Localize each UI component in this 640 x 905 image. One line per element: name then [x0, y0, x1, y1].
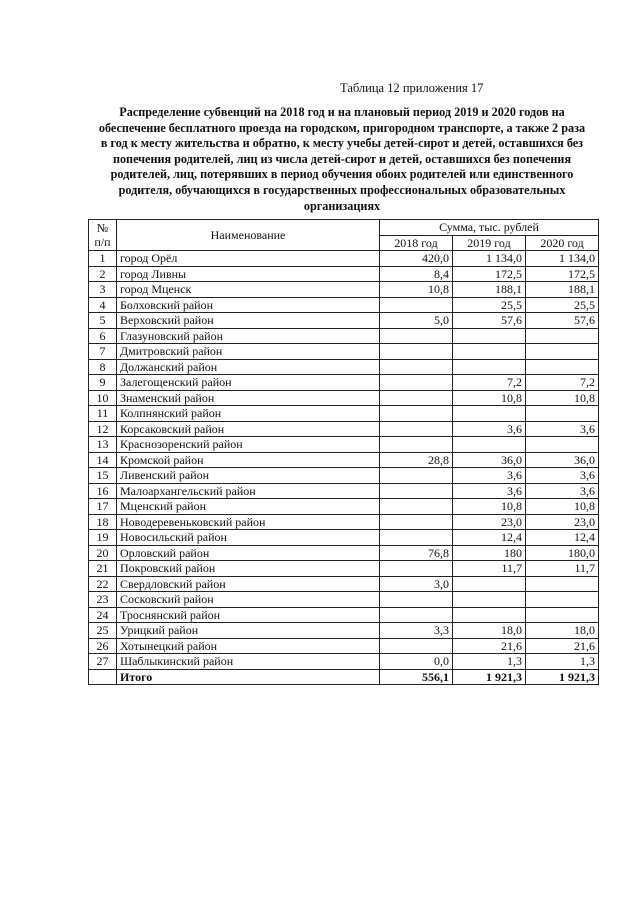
row-value-2018: [380, 390, 453, 406]
row-value-2018: [380, 297, 453, 313]
document-title: [86, 105, 598, 214]
row-value-2019: 11,7: [453, 561, 526, 577]
row-value-2020: [526, 576, 599, 592]
row-value-2018: 28,8: [380, 452, 453, 468]
row-number: 11: [89, 406, 117, 422]
row-value-2018: [380, 437, 453, 453]
table-row: [89, 266, 599, 282]
total-value-2020: 1 921,3: [526, 669, 599, 685]
title-line: Распределение субвенций на 2018 год и на плановый период 2019 и 2020 годов на: [119, 105, 565, 119]
row-number: 3: [89, 282, 117, 298]
row-value-2018: [380, 561, 453, 577]
title-line: родителя, обучающихся в государственных профессиональных образовательных: [118, 182, 566, 197]
column-header-number: [89, 220, 117, 251]
row-name: Корсаковский район: [117, 421, 380, 437]
row-name: Урицкий район: [117, 623, 380, 639]
table-reference: Таблица 12 приложения 17: [340, 81, 484, 95]
row-name: Глазуновский район: [117, 328, 380, 344]
row-value-2018: [380, 406, 453, 422]
row-value-2019: 18,0: [453, 623, 526, 639]
row-number: 4: [89, 297, 117, 313]
header-number-symbol: №: [96, 221, 109, 235]
row-number: 12: [89, 421, 117, 437]
row-number: 6: [89, 328, 117, 344]
column-header-2020: 2020 год: [526, 235, 599, 251]
row-value-2018: [380, 468, 453, 484]
row-name: Мценский район: [117, 499, 380, 515]
row-value-2020: 12,4: [526, 530, 599, 546]
table-row: [89, 313, 599, 329]
row-value-2020: 1,3: [526, 654, 599, 670]
row-value-2020: 10,8: [526, 499, 599, 515]
table-row: [89, 297, 599, 313]
row-number: 21: [89, 561, 117, 577]
row-value-2019: 1 134,0: [453, 251, 526, 267]
row-value-2019: [453, 576, 526, 592]
title-line: организациях: [303, 198, 381, 213]
table-row: [89, 576, 599, 592]
row-value-2019: 3,6: [453, 421, 526, 437]
row-name: город Орёл: [117, 251, 380, 267]
row-name: Верховский район: [117, 313, 380, 329]
row-name: Троснянский район: [117, 607, 380, 623]
row-number: 2: [89, 266, 117, 282]
row-number: 5: [89, 313, 117, 329]
row-value-2019: [453, 592, 526, 608]
table-row: [89, 359, 599, 375]
table-row: [89, 452, 599, 468]
row-value-2020: 25,5: [526, 297, 599, 313]
row-number: 25: [89, 623, 117, 639]
row-value-2020: 188,1: [526, 282, 599, 298]
row-value-2020: [526, 437, 599, 453]
row-value-2018: [380, 514, 453, 530]
row-value-2019: [453, 344, 526, 360]
row-value-2020: 57,6: [526, 313, 599, 329]
row-value-2020: 23,0: [526, 514, 599, 530]
row-value-2020: [526, 607, 599, 623]
row-name: город Ливны: [117, 266, 380, 282]
row-value-2018: 0,0: [380, 654, 453, 670]
row-name: город Мценск: [117, 282, 380, 298]
total-row: [89, 669, 599, 685]
row-value-2019: 57,6: [453, 313, 526, 329]
table-row: [89, 421, 599, 437]
total-value-2019: 1 921,3: [453, 669, 526, 685]
row-value-2020: 3,6: [526, 468, 599, 484]
row-number: 8: [89, 359, 117, 375]
row-number: 22: [89, 576, 117, 592]
table-row: [89, 406, 599, 422]
subsidy-table: [88, 219, 599, 685]
row-value-2020: 21,6: [526, 638, 599, 654]
row-number: 18: [89, 514, 117, 530]
row-value-2018: [380, 499, 453, 515]
row-value-2020: 10,8: [526, 390, 599, 406]
row-name: Малоархангельский район: [117, 483, 380, 499]
row-value-2018: 420,0: [380, 251, 453, 267]
row-number: 17: [89, 499, 117, 515]
row-value-2020: [526, 406, 599, 422]
row-name: Новосильский район: [117, 530, 380, 546]
row-value-2019: 12,4: [453, 530, 526, 546]
row-value-2020: 1 134,0: [526, 251, 599, 267]
row-value-2018: [380, 328, 453, 344]
row-name: Ливенский район: [117, 468, 380, 484]
row-number: 13: [89, 437, 117, 453]
row-name: Залегощенский район: [117, 375, 380, 391]
row-value-2020: [526, 359, 599, 375]
row-value-2020: 3,6: [526, 483, 599, 499]
table-row: [89, 514, 599, 530]
row-value-2019: 3,6: [453, 483, 526, 499]
row-name: Орловский район: [117, 545, 380, 561]
row-value-2018: [380, 607, 453, 623]
row-number: 9: [89, 375, 117, 391]
row-value-2020: [526, 328, 599, 344]
total-value-2018: 556,1: [380, 669, 453, 685]
table-row: [89, 282, 599, 298]
row-value-2018: [380, 592, 453, 608]
row-value-2018: [380, 375, 453, 391]
table-row: [89, 437, 599, 453]
table-row: [89, 530, 599, 546]
table-row: [89, 328, 599, 344]
total-number: [89, 669, 117, 685]
row-number: 14: [89, 452, 117, 468]
table-row: [89, 561, 599, 577]
row-value-2019: [453, 607, 526, 623]
row-value-2018: 8,4: [380, 266, 453, 282]
row-number: 1: [89, 251, 117, 267]
title-line: попечения родителей, лиц из числа детей-сирот и детей, оставшихся без попечения: [112, 151, 572, 166]
row-value-2020: 36,0: [526, 452, 599, 468]
row-value-2020: 18,0: [526, 623, 599, 639]
row-name: Новодеревеньковский район: [117, 514, 380, 530]
table-row: [89, 375, 599, 391]
row-number: 26: [89, 638, 117, 654]
row-number: 19: [89, 530, 117, 546]
table-body: [89, 251, 599, 685]
row-value-2018: 3,3: [380, 623, 453, 639]
row-value-2018: [380, 359, 453, 375]
row-name: Знаменский район: [117, 390, 380, 406]
title-line: в год к месту жительства и обратно, к месту учебы детей-сирот и детей, оставшихся без: [100, 136, 584, 151]
row-number: 24: [89, 607, 117, 623]
row-value-2018: [380, 530, 453, 546]
column-header-name: Наименование: [117, 220, 380, 251]
row-name: Свердловский район: [117, 576, 380, 592]
row-value-2019: [453, 359, 526, 375]
row-value-2018: 10,8: [380, 282, 453, 298]
row-value-2019: 7,2: [453, 375, 526, 391]
row-value-2019: [453, 328, 526, 344]
row-value-2020: 11,7: [526, 561, 599, 577]
row-name: Шаблыкинский район: [117, 654, 380, 670]
row-value-2019: 180: [453, 545, 526, 561]
row-name: Колпнянский район: [117, 406, 380, 422]
row-value-2018: 76,8: [380, 545, 453, 561]
table-row: [89, 638, 599, 654]
table-row: [89, 483, 599, 499]
row-name: Дмитровский район: [117, 344, 380, 360]
row-name: Хотынецкий район: [117, 638, 380, 654]
row-value-2018: 3,0: [380, 576, 453, 592]
table-row: [89, 344, 599, 360]
table-row: [89, 623, 599, 639]
row-value-2020: [526, 592, 599, 608]
row-value-2019: 10,8: [453, 390, 526, 406]
column-header-2019: 2019 год: [453, 235, 526, 251]
column-header-2018: 2018 год: [380, 235, 453, 251]
row-name: Краснозоренский район: [117, 437, 380, 453]
row-value-2019: 1,3: [453, 654, 526, 670]
row-value-2020: 3,6: [526, 421, 599, 437]
row-value-2018: 5,0: [380, 313, 453, 329]
row-number: 23: [89, 592, 117, 608]
row-value-2019: 172,5: [453, 266, 526, 282]
row-number: 7: [89, 344, 117, 360]
row-value-2020: 172,5: [526, 266, 599, 282]
row-value-2020: [526, 344, 599, 360]
row-value-2019: 25,5: [453, 297, 526, 313]
table-header-row: [89, 220, 599, 236]
row-value-2018: [380, 483, 453, 499]
row-value-2018: [380, 344, 453, 360]
row-value-2019: [453, 406, 526, 422]
row-value-2019: [453, 437, 526, 453]
table-row: [89, 499, 599, 515]
row-number: 16: [89, 483, 117, 499]
row-number: 10: [89, 390, 117, 406]
row-value-2019: 21,6: [453, 638, 526, 654]
title-line: родителей, лиц, потерявших в период обучения обоих родителей или единственного: [110, 167, 574, 182]
header-number-abbr: п/п: [94, 235, 111, 249]
table-row: [89, 251, 599, 267]
row-number: 15: [89, 468, 117, 484]
table-row: [89, 654, 599, 670]
row-name: Болховский район: [117, 297, 380, 313]
row-value-2020: 180,0: [526, 545, 599, 561]
row-value-2019: 3,6: [453, 468, 526, 484]
row-value-2020: 7,2: [526, 375, 599, 391]
row-value-2019: 188,1: [453, 282, 526, 298]
row-name: Покровский район: [117, 561, 380, 577]
row-value-2019: 23,0: [453, 514, 526, 530]
table-row: [89, 545, 599, 561]
row-name: Кромской район: [117, 452, 380, 468]
row-value-2019: 10,8: [453, 499, 526, 515]
table-row: [89, 592, 599, 608]
table-row: [89, 607, 599, 623]
column-header-sum: Сумма, тыс. рублей: [380, 220, 599, 236]
row-value-2018: [380, 421, 453, 437]
title-line: обеспечение бесплатного проезда на городском, пригородном транспорте, а также 2 раза: [98, 120, 586, 135]
row-name: Сосковский район: [117, 592, 380, 608]
row-number: 20: [89, 545, 117, 561]
row-value-2018: [380, 638, 453, 654]
total-label: Итого: [117, 669, 380, 685]
row-number: 27: [89, 654, 117, 670]
table-row: [89, 468, 599, 484]
table-row: [89, 390, 599, 406]
row-value-2019: 36,0: [453, 452, 526, 468]
row-name: Должанский район: [117, 359, 380, 375]
